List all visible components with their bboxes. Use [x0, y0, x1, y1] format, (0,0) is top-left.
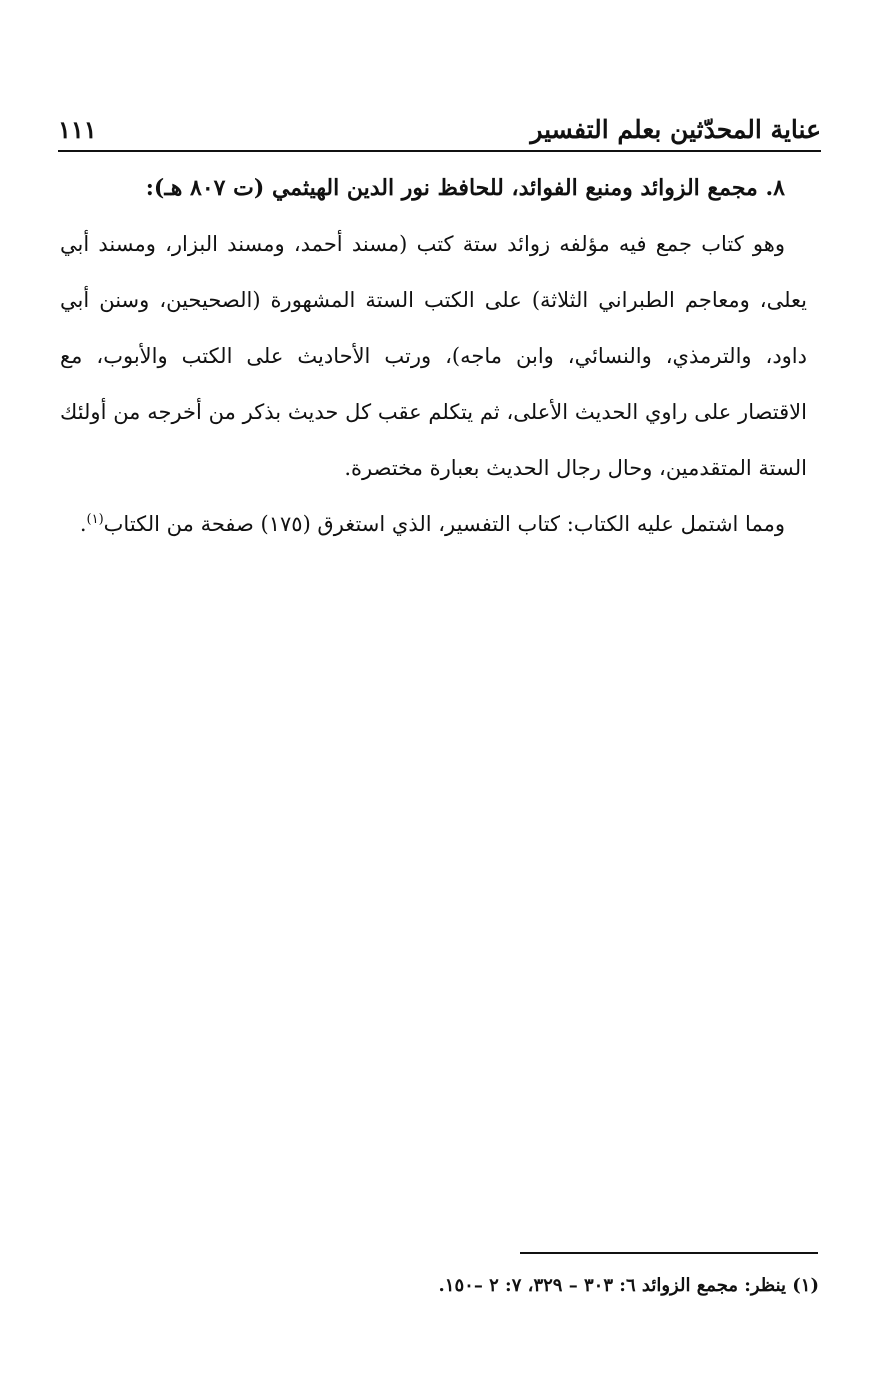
page-header — [58, 104, 821, 144]
paragraph-2-text: ومما اشتمل عليه الكتاب: كتاب التفسير، الذي استغرق (١٧٥) صفحة من الكتاب — [103, 512, 785, 536]
footnote: (١) ينظر: مجمع الزوائد ٦: ٣٠٣ – ٣٢٩، ٧: ٢ –١٥٠. — [438, 1275, 819, 1296]
paragraph-2-end: . — [79, 512, 87, 536]
header-rule — [58, 150, 821, 152]
footnote-reference[interactable]: (١) — [86, 512, 104, 527]
section-heading: ٨. مجمع الزوائد ومنبع الفوائد، للحافظ نور الدين الهيثمي (ت ٨٠٧ هـ): — [145, 175, 785, 201]
footnote-rule — [520, 1252, 818, 1254]
running-title: عناية المحدّثين بعلم التفسير — [530, 115, 821, 144]
page-number: ١١١ — [58, 115, 97, 144]
paragraph-1: وهو كتاب جمع فيه مؤلفه زوائد ستة كتب (مسند أحمد، ومسند البزار، ومسند أبي يعلى، ومعاجم الطبراني الثلاثة) على الكتب الستة المشهورة (الصحيحين، وسنن أبي داود، والترمذي، والنسائي، وابن ماجه)، ورتب الأحاديث على الكتب والأبوب، مع الاقتصار على راوي الحديث الأعلى، ثم يتكلم عقب كل حديث بذكر من أخرجه من أولئك الستة المتقدمين، وحال رجال الحديث بعبارة مختصرة. — [60, 232, 807, 480]
paragraph-2 — [60, 496, 807, 552]
main-text — [60, 160, 807, 552]
